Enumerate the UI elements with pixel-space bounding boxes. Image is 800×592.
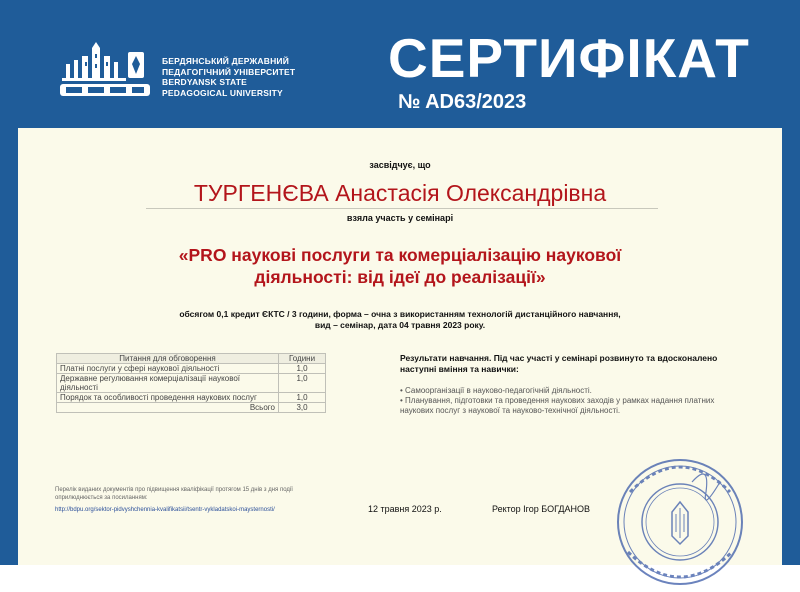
volume-line: вид – семінар, дата 04 травня 2023 року. [314, 320, 486, 330]
table-row [57, 364, 326, 374]
topic-cell: Порядок та особливості проведення наукових послуг [57, 393, 279, 403]
volume-line: обсягом 0,1 кредит ЄКТС / 3 години, форма – очна з використанням технологій дистанційного навчання, [179, 309, 621, 319]
issue-date: 12 травня 2023 р. [368, 504, 442, 514]
registry-note: Перелік виданих документів про підвищення кваліфікації протягом 15 днів з дня події оприлюднюється за посиланням: [55, 487, 293, 501]
seminar-title-line: діяльності: від ідеї до реалізації» [254, 267, 546, 287]
hours-cell: 1,0 [279, 364, 326, 374]
table-header-row [57, 354, 326, 364]
table-total-row [57, 403, 326, 413]
topic-cell: Державне регулювання комерціалізації наукової діяльності [57, 374, 279, 393]
header-hours: Години [279, 354, 326, 364]
certificate-header [0, 0, 800, 128]
seminar-title [0, 244, 800, 288]
hours-cell: 1,0 [279, 393, 326, 403]
university-line: PEDAGOGICAL UNIVERSITY [162, 87, 283, 98]
topic-cell: Платні послуги у сфері наукової діяльності [57, 364, 279, 374]
hours-cell: 1,0 [279, 374, 326, 393]
university-line: ПЕДАГОГІЧНИЙ УНІВЕРСИТЕТ [162, 66, 296, 77]
table-row [57, 393, 326, 403]
witness-text: засвідчує, що [369, 160, 431, 170]
university-line: БЕРДЯНСЬКИЙ ДЕРЖАВНИЙ [162, 56, 290, 66]
table-row [57, 374, 326, 393]
university-line: BERDYANSK STATE [162, 77, 248, 87]
skill-item: • Планування, підготовки та проведення наукових заходів у рамках надання платних наукових послуг з наукової та науково-технічної діяльності. [400, 396, 715, 415]
name-underline [146, 208, 658, 209]
registry-link[interactable]: http://bdpu.org/sektor-pidvyshchennia-kvalifikatsii/tsentr-vykladatskoi-maysternosti/ [55, 507, 275, 513]
skills-list [400, 386, 720, 416]
participation-text: взяла участь у семінарі [346, 213, 454, 223]
total-label: Всього [57, 403, 279, 413]
participant-name: ТУРГЕНЄВА Анастасія Олександрівна [193, 180, 607, 206]
seminar-title-line: «PRO наукові послуги та комерціалізацію наукової [178, 245, 622, 265]
total-hours: 3,0 [279, 403, 326, 413]
certificate-title: СЕРТИФІКАТ [388, 27, 750, 89]
seminar-volume [0, 309, 800, 331]
university-name [162, 56, 295, 98]
results-heading: Результати навчання. Під час участі у семінарі розвинуто та вдосконалено наступні вміння та навички: [400, 353, 718, 374]
topics-table [56, 353, 326, 413]
skill-item: • Самоорганізації в науково-педагогічній діяльності. [400, 386, 592, 395]
certificate-number: № AD63/2023 [398, 91, 527, 113]
header-topic: Питання для обговорення [57, 354, 279, 364]
university-building-logo-icon [58, 42, 154, 102]
rector-signature-line: Ректор Ігор БОГДАНОВ [492, 504, 590, 514]
round-seal-stamp-icon [610, 452, 750, 592]
